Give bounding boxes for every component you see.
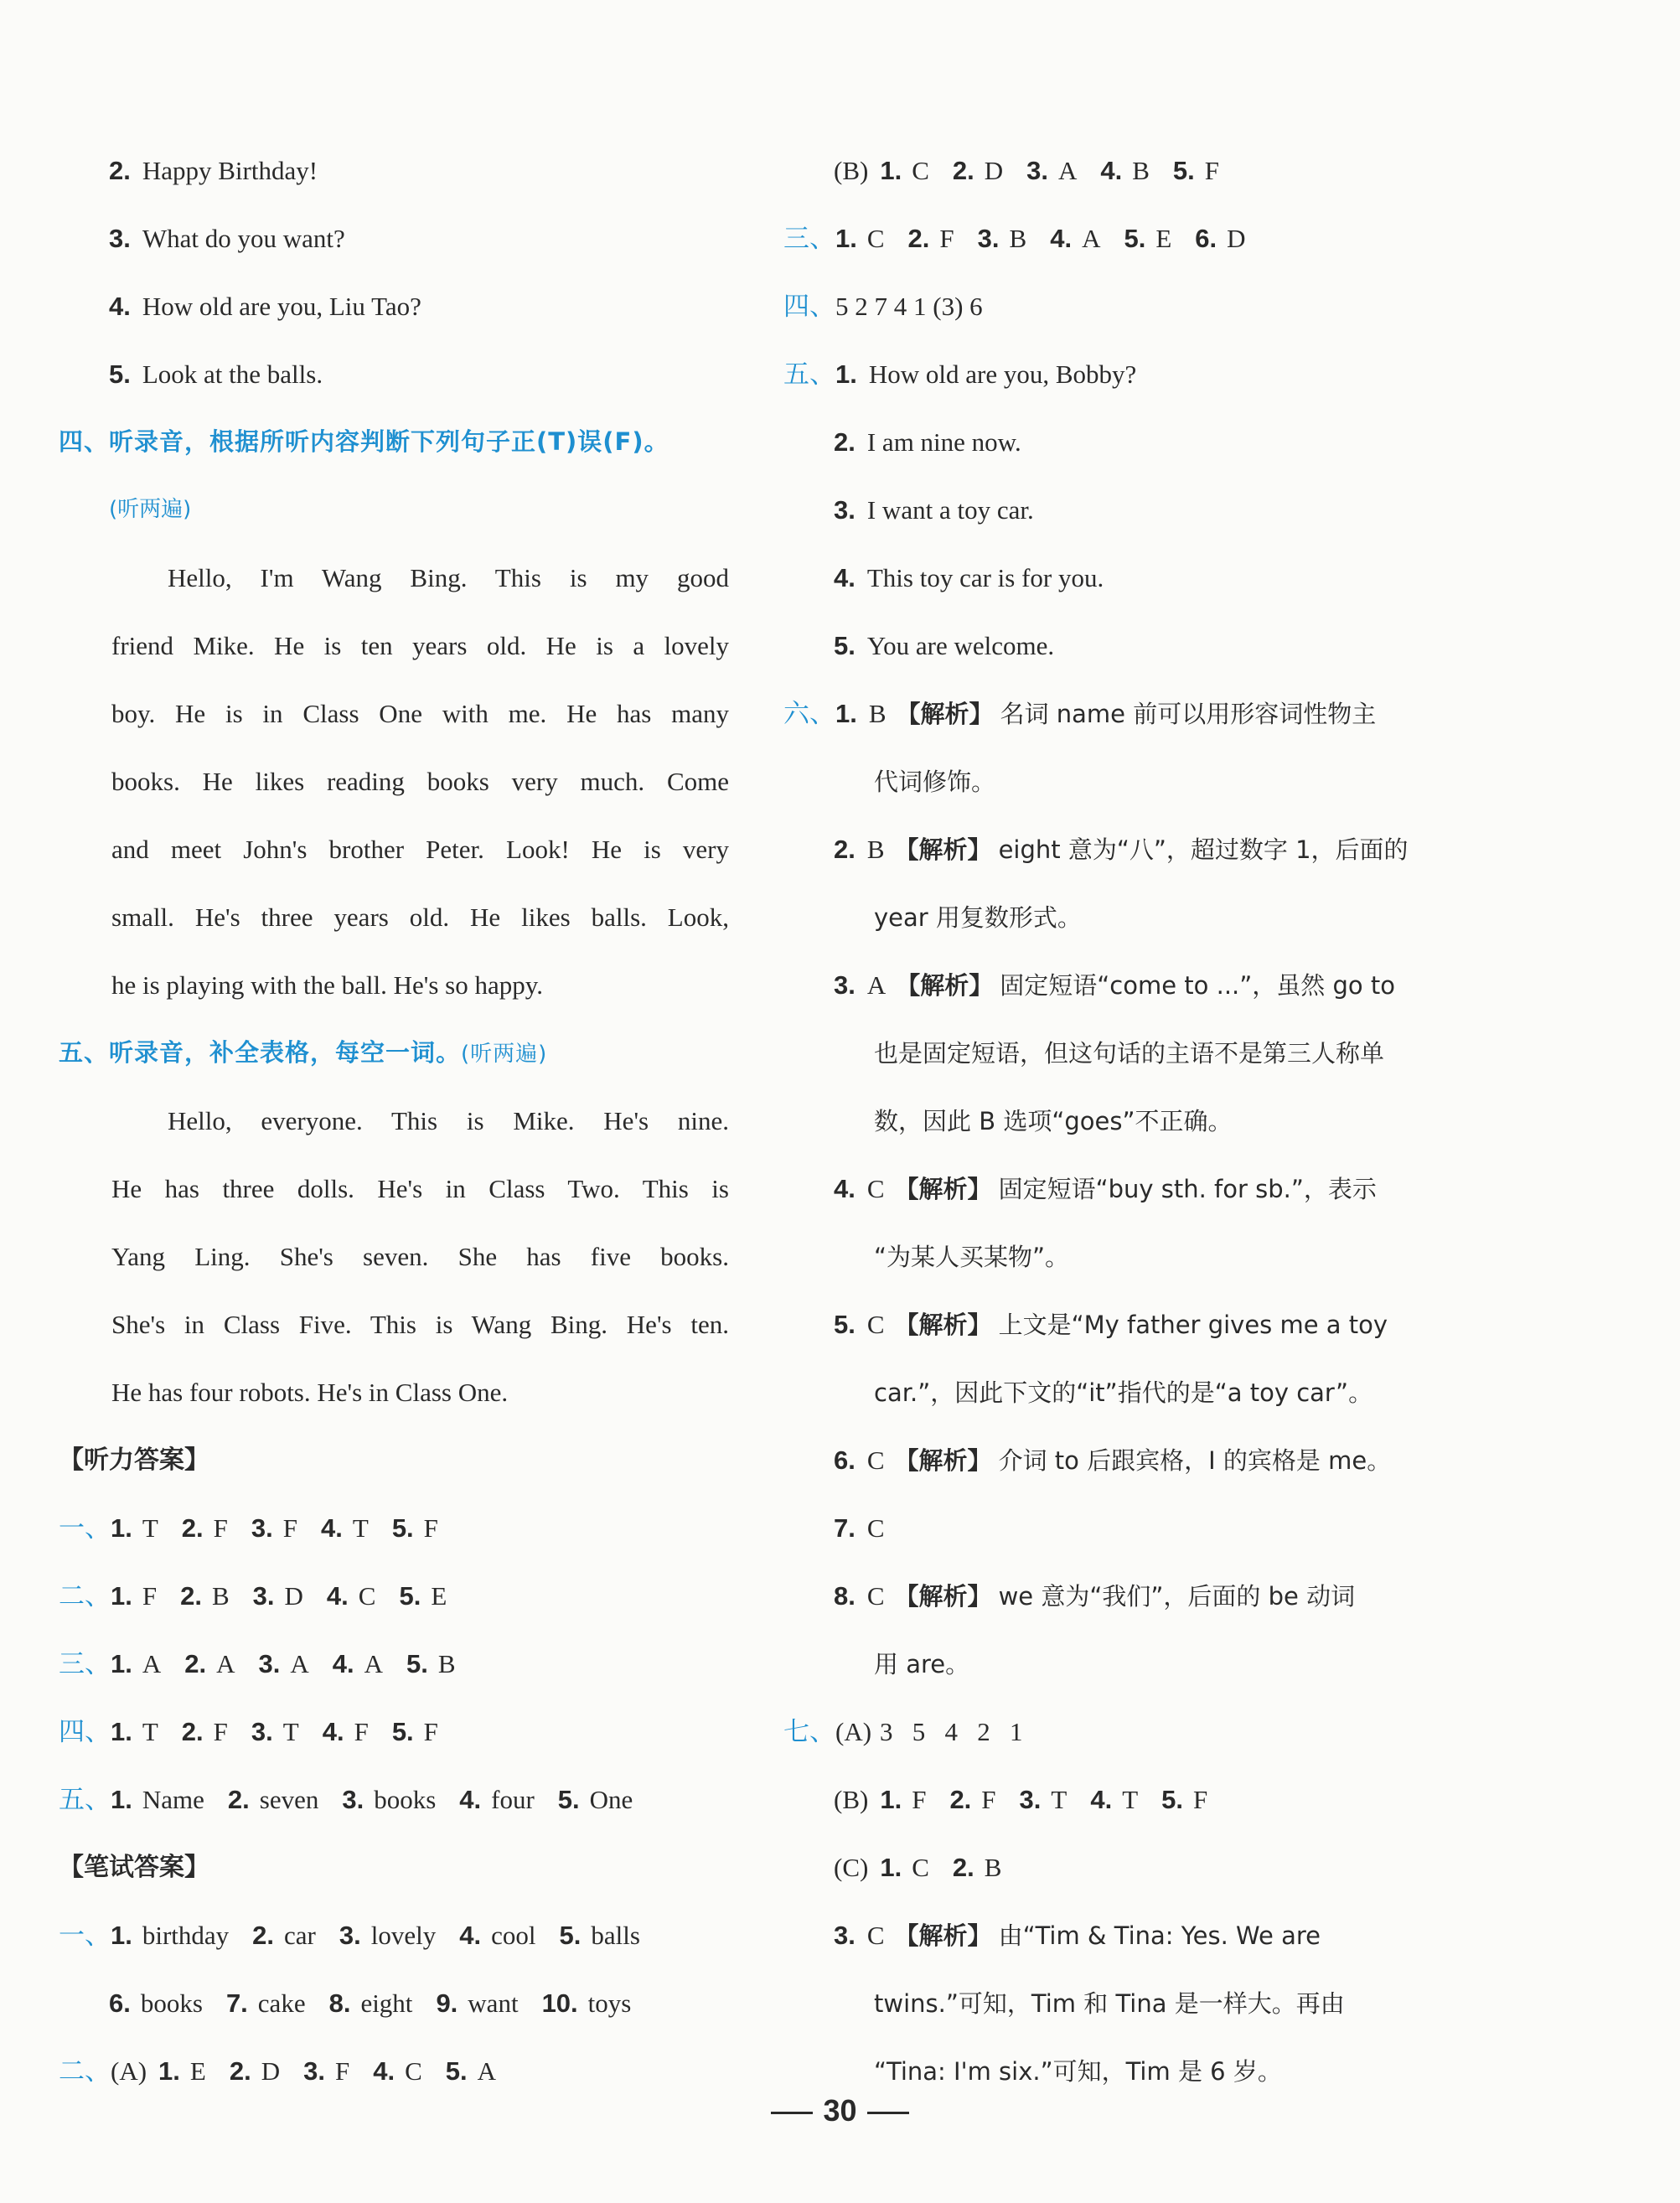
answer-row	[783, 204, 1462, 272]
item-number: 4.	[834, 563, 856, 592]
item-number: 1.	[835, 359, 857, 389]
answer: A	[1057, 156, 1078, 185]
answer: E	[431, 1581, 447, 1611]
answer: C	[866, 1921, 885, 1950]
answer-row	[783, 1833, 1462, 1901]
explanation-text: 由“Tim & Tina: Yes. We are	[998, 1921, 1321, 1950]
item-number: 4.	[834, 1174, 856, 1203]
passage-line: books. He likes reading books very much. Come	[111, 767, 729, 796]
item-number: 7.	[225, 1988, 248, 2018]
answer: I am nine now.	[866, 427, 1021, 457]
item-number: 5.	[445, 2056, 468, 2086]
answer: T	[142, 1717, 158, 1746]
passage-line: Hello, everyone. This is Mike. He's nine.	[168, 1106, 729, 1135]
listening-answer-row	[59, 1698, 729, 1766]
answer: F	[354, 1717, 369, 1746]
item-number: 3.	[252, 1581, 275, 1611]
section-number: 一、	[59, 1513, 111, 1543]
answer: F	[1193, 1785, 1208, 1814]
answer: B	[437, 1649, 456, 1678]
item-number: 4.	[1050, 224, 1073, 253]
answer: C	[866, 1445, 885, 1475]
sentence-line	[59, 137, 729, 204]
answer: car	[284, 1921, 316, 1950]
item-number: 2.	[181, 1513, 204, 1543]
answer-row	[783, 1766, 1462, 1833]
answer: A	[142, 1649, 162, 1678]
answer: T	[1122, 1785, 1139, 1814]
answer: F	[282, 1513, 298, 1543]
explanation-text: 名词 name 前可以用形容词性物主	[1000, 700, 1377, 728]
listening-answer-row	[59, 1494, 729, 1562]
listening-answer-row	[59, 1630, 729, 1698]
explanation-text: eight 意为“八”，超过数字 1，后面的	[998, 835, 1409, 864]
section-number: 七、	[783, 1717, 835, 1746]
answer: F	[423, 1717, 438, 1746]
section-number: 一、	[59, 1921, 111, 1950]
answer: C	[866, 1581, 885, 1611]
section-number: 四、	[59, 1717, 111, 1746]
answer: books	[140, 1988, 203, 2018]
item-number: 5.	[406, 1649, 428, 1678]
item-number: 3.	[303, 2056, 325, 2086]
explanation-row	[783, 680, 1462, 747]
item-number: 2.	[952, 156, 974, 185]
explanation-continuation	[783, 1630, 1462, 1698]
item-number: 8.	[328, 1988, 351, 2018]
item-number: 5.	[557, 1785, 580, 1814]
section-subheading: (听两遍)	[109, 497, 192, 522]
sentence-text: How old are you, Liu Tao?	[142, 292, 421, 321]
answer: C	[912, 156, 929, 185]
item-number: 4.	[1090, 1785, 1113, 1814]
item-number: 3.	[834, 1921, 856, 1950]
explanation-text: 数，因此 B 选项“goes”不正确。	[874, 1107, 1233, 1135]
section-heading-text: 五、听录音，补全表格，每空一词。	[59, 1038, 462, 1067]
passage-line: He has three dolls. He's in Class Two. This is	[111, 1174, 729, 1203]
item-number: 2.	[229, 2056, 251, 2086]
answer: birthday	[142, 1921, 230, 1950]
sentence-line	[59, 340, 729, 408]
item-number: 3.	[251, 1717, 273, 1746]
answer: F	[912, 1785, 927, 1814]
item-number: 2.	[949, 1785, 972, 1814]
answer: You are welcome.	[866, 631, 1055, 660]
answer: B	[1132, 156, 1150, 185]
section-heading: 四、听录音，根据所听内容判断下列句子正(T)误(F)。	[59, 427, 669, 456]
section-number: 二、	[59, 1581, 111, 1611]
explanation-text: 固定短语“come to ...”，虽然 go to	[1000, 971, 1395, 1000]
answer: A	[866, 970, 887, 1000]
answer: T	[142, 1513, 158, 1543]
answer: cool	[491, 1921, 536, 1950]
passage-line: Hello, I'm Wang Bing. This is my good	[168, 563, 729, 592]
answer: E	[1155, 224, 1172, 253]
answer: B	[866, 835, 885, 864]
analysis-label: 【解析】	[894, 1582, 992, 1611]
analysis-label: 【解析】	[894, 1311, 992, 1339]
explanation-text: 上文是“My father gives me a toy	[998, 1311, 1388, 1339]
answer: T	[1051, 1785, 1067, 1814]
item-number: 4.	[459, 1921, 482, 1950]
section-number: 四、	[783, 292, 835, 321]
explanation-row	[783, 1290, 1462, 1358]
analysis-label: 【解析】	[894, 1175, 992, 1203]
item-number: 5.	[1172, 156, 1195, 185]
sentence-text: Look at the balls.	[142, 359, 323, 389]
analysis-label: 【解析】	[894, 1921, 992, 1950]
explanation-continuation	[783, 883, 1462, 951]
item-number: 5.	[1124, 224, 1146, 253]
answer: F	[213, 1513, 228, 1543]
answer-row	[783, 1698, 1462, 1766]
answer: balls	[591, 1921, 640, 1950]
sentence-text: Happy Birthday!	[142, 156, 318, 185]
answer: eight	[360, 1988, 413, 2018]
answer-row	[783, 137, 1462, 204]
written-answer-row	[59, 1969, 729, 2037]
item-number: 3.	[834, 495, 856, 525]
item-number: 2.	[109, 156, 131, 185]
explanation-continuation	[783, 747, 1462, 815]
answer: F	[1204, 156, 1220, 185]
answer: B	[984, 1853, 1002, 1882]
item-number: 1.	[880, 1853, 902, 1882]
section-number: 五、	[783, 359, 835, 389]
item-number: 3.	[834, 970, 856, 1000]
written-answer-row	[59, 1901, 729, 1969]
footer-dash-right	[867, 2112, 909, 2114]
item-number: 4.	[326, 1581, 349, 1611]
answer: seven	[259, 1785, 319, 1814]
item-number: 6.	[1195, 224, 1217, 253]
explanation-text: car.”，因此下文的“it”指代的是“a toy car”。	[874, 1378, 1373, 1407]
part-label: (B)	[834, 156, 869, 185]
passage-line: Yang Ling. She's seven. She has five books.	[111, 1242, 729, 1271]
item-number: 5.	[109, 359, 131, 389]
item-number: 5.	[399, 1581, 421, 1611]
answer: Name	[142, 1785, 204, 1814]
passage-line: he is playing with the ball. He's so happy.	[111, 970, 543, 1000]
answer: cake	[257, 1988, 306, 2018]
section-number: 二、	[59, 2056, 111, 2086]
answer: four	[491, 1785, 535, 1814]
answer: E	[189, 2056, 206, 2086]
answer-row	[783, 272, 1462, 340]
item-number: 1.	[880, 1785, 902, 1814]
passage-line: She's in Class Five. This is Wang Bing. He's ten.	[111, 1310, 729, 1339]
answer: A	[364, 1649, 383, 1678]
written-answers-title: 【笔试答案】	[59, 1853, 209, 1882]
item-number: 4.	[332, 1649, 354, 1678]
explanation-continuation	[783, 1358, 1462, 1426]
answer: toys	[587, 1988, 632, 2018]
answer-row	[783, 408, 1462, 476]
answer: A	[290, 1649, 309, 1678]
explanation-text: 介词 to 后跟宾格，I 的宾格是 me。	[998, 1446, 1392, 1475]
item-number: 5.	[391, 1513, 414, 1543]
answer: F	[423, 1513, 438, 1543]
answer: C	[866, 1310, 885, 1339]
answer-row	[783, 340, 1462, 408]
item-number: 10.	[541, 1988, 578, 2018]
item-number: 3.	[342, 1785, 364, 1814]
item-number: 6.	[109, 1988, 131, 2018]
passage-line: He has four robots. He's in Class One.	[111, 1378, 509, 1407]
part-label: (C)	[834, 1853, 869, 1882]
item-number: 1.	[111, 1581, 132, 1611]
passage-line: friend Mike. He is ten years old. He is a lovely	[111, 631, 729, 660]
explanation-text: 用 are。	[874, 1650, 970, 1678]
item-number: 3.	[1026, 156, 1048, 185]
section-heading	[59, 1019, 729, 1087]
item-number: 3.	[1019, 1785, 1042, 1814]
item-number: 2.	[184, 1649, 207, 1678]
item-number: 4.	[459, 1785, 482, 1814]
answer: 5 2 7 4 1 (3) 6	[835, 292, 983, 321]
explanation-row	[783, 951, 1462, 1019]
explanation-row	[783, 1562, 1462, 1630]
explanation-text: we 意为“我们”，后面的 be 动词	[998, 1582, 1356, 1611]
sentence-line	[59, 204, 729, 272]
answer: A	[1082, 224, 1101, 253]
explanation-row	[783, 815, 1462, 883]
item-number: 5.	[834, 631, 856, 660]
answer: F	[142, 1581, 158, 1611]
explanation-row	[783, 1155, 1462, 1223]
answer: T	[352, 1513, 369, 1543]
listening-answer-row	[59, 1562, 729, 1630]
part-label: (B)	[834, 1785, 869, 1814]
answer: F	[213, 1717, 228, 1746]
explanation-continuation	[783, 1223, 1462, 1290]
explanation-continuation	[783, 1087, 1462, 1155]
answer: C	[866, 1513, 885, 1543]
item-number: 1.	[835, 699, 857, 728]
answer: F	[981, 1785, 996, 1814]
item-number: 2.	[252, 1921, 275, 1950]
item-number: 1.	[111, 1717, 132, 1746]
item-number: 3.	[977, 224, 1000, 253]
answer: F	[939, 224, 954, 253]
analysis-label: 【解析】	[894, 1446, 992, 1475]
answer: How old are you, Bobby?	[868, 359, 1137, 389]
answer: I want a toy car.	[866, 495, 1034, 525]
answer: A	[216, 1649, 235, 1678]
answer: 3 5 4 2 1	[880, 1717, 1023, 1746]
explanation-text: 也是固定短语，但这句话的主语不是第三人称单	[874, 1039, 1385, 1068]
answer: D	[984, 156, 1004, 185]
explanation-text: year 用复数形式。	[874, 903, 1082, 932]
answer: A	[477, 2056, 496, 2086]
explanation-continuation	[783, 1969, 1462, 2037]
item-number: 4.	[321, 1513, 343, 1543]
item-number: 1.	[111, 1785, 132, 1814]
item-number: 2.	[180, 1581, 202, 1611]
explanation-text: twins.”可知，Tim 和 Tina 是一样大。再由	[874, 1989, 1345, 2018]
explanation-row	[783, 1426, 1462, 1494]
section-number: 三、	[783, 224, 835, 253]
answer: D	[261, 2056, 281, 2086]
item-number: 2.	[181, 1717, 204, 1746]
item-number: 5.	[559, 1921, 582, 1950]
item-number: 5.	[391, 1717, 414, 1746]
answer: This toy car is for you.	[866, 563, 1104, 592]
answer: lovely	[370, 1921, 437, 1950]
answer: T	[282, 1717, 299, 1746]
page-number: 30	[823, 2093, 857, 2128]
part-label: (A)	[111, 2056, 147, 2086]
section-number: 三、	[59, 1649, 111, 1678]
item-number: 2.	[907, 224, 930, 253]
item-number: 7.	[834, 1513, 856, 1543]
listening-answers-title: 【听力答案】	[59, 1445, 209, 1475]
explanation-continuation	[783, 1019, 1462, 1087]
passage-line: boy. He is in Class One with me. He has many	[111, 699, 729, 728]
page-number-footer	[0, 2093, 1680, 2128]
item-number: 1.	[158, 2056, 180, 2086]
explanation-text: “Tina: I'm six.”可知，Tim 是 6 岁。	[874, 2057, 1282, 2086]
passage-line: and meet John's brother Peter. Look! He is very	[111, 835, 729, 864]
answer: D	[284, 1581, 303, 1611]
answer: C	[358, 1581, 376, 1611]
analysis-label: 【解析】	[894, 835, 992, 864]
footer-dash-left	[771, 2112, 813, 2114]
answer: C	[866, 1174, 885, 1203]
explanation-text: 代词修饰。	[874, 768, 996, 796]
item-number: 1.	[880, 156, 902, 185]
analysis-label: 【解析】	[896, 700, 994, 728]
answer-row	[783, 612, 1462, 680]
answer: books	[374, 1785, 437, 1814]
item-number: 8.	[834, 1581, 856, 1611]
item-number: 5.	[834, 1310, 856, 1339]
item-number: 3.	[339, 1921, 361, 1950]
answer: D	[1227, 224, 1246, 253]
answer: C	[912, 1853, 929, 1882]
item-number: 4.	[373, 2056, 395, 2086]
answer: B	[1009, 224, 1027, 253]
answer-row	[783, 544, 1462, 612]
item-number: 1.	[835, 224, 857, 253]
answer: C	[405, 2056, 422, 2086]
answer: One	[589, 1785, 633, 1814]
section-number: 六、	[783, 699, 835, 728]
item-number: 9.	[436, 1988, 458, 2018]
sentence-text: What do you want?	[142, 224, 345, 253]
sentence-line	[59, 272, 729, 340]
item-number: 2.	[952, 1853, 974, 1882]
section-subheading: (听两遍)	[461, 1042, 548, 1067]
answer: F	[334, 2056, 350, 2086]
listening-answer-row	[59, 1766, 729, 1833]
item-number: 3.	[109, 224, 131, 253]
analysis-label: 【解析】	[896, 971, 994, 1000]
right-column	[783, 137, 1462, 2105]
item-number: 6.	[834, 1445, 856, 1475]
item-number: 1.	[111, 1649, 132, 1678]
part-label: (A)	[835, 1717, 872, 1746]
item-number: 4.	[1100, 156, 1123, 185]
item-number: 3.	[251, 1513, 273, 1543]
answer: C	[866, 224, 885, 253]
item-number: 1.	[111, 1513, 132, 1543]
explanation-text: “为某人买某物”。	[874, 1243, 1070, 1271]
item-number: 3.	[258, 1649, 281, 1678]
answer: B	[868, 699, 887, 728]
section-number: 五、	[59, 1785, 111, 1814]
answer: B	[211, 1581, 230, 1611]
item-number: 2.	[227, 1785, 250, 1814]
passage-line: small. He's three years old. He likes balls. Look,	[111, 902, 729, 932]
answer: want	[468, 1988, 519, 2018]
answer-row	[783, 1494, 1462, 1562]
item-number: 2.	[834, 427, 856, 457]
answer-row	[783, 476, 1462, 544]
item-number: 5.	[1161, 1785, 1183, 1814]
item-number: 1.	[111, 1921, 132, 1950]
item-number: 4.	[322, 1717, 344, 1746]
item-number: 2.	[834, 835, 856, 864]
explanation-row	[783, 1901, 1462, 1969]
item-number: 4.	[109, 292, 131, 321]
explanation-text: 固定短语“buy sth. for sb.”，表示	[998, 1175, 1377, 1203]
left-column	[59, 137, 729, 2105]
